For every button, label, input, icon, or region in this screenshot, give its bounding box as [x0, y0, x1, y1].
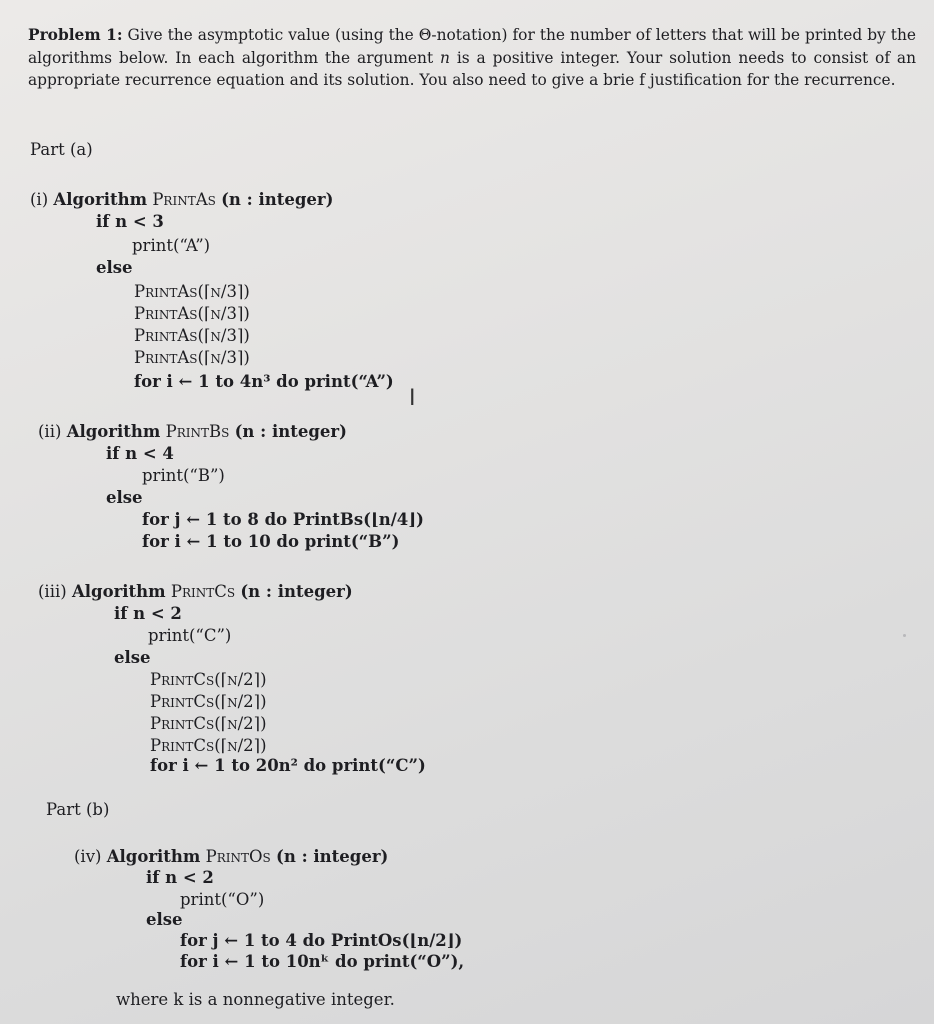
algo-i-print: print(“A”) [132, 236, 211, 255]
algo-iv-loop-1: for j ← 1 to 4 do PrintOs(⌊n/2⌋) [180, 931, 463, 950]
algo-iii-sig: (n : integer) [240, 582, 353, 601]
algorithm-ii-header [38, 422, 347, 441]
algo-iv-print: print(“O”) [180, 890, 265, 909]
algo-iv-name: PrintOs [205, 847, 271, 866]
part-b-heading: Part (b) [46, 800, 110, 819]
problem-label: Problem 1: [28, 26, 123, 44]
algo-i-kw: Algorithm [53, 190, 148, 209]
algo-i-num: (i) [30, 190, 49, 209]
algo-iv-sig: (n : integer) [276, 847, 389, 866]
algo-i-call-1: PrintAs(⌈n/3⌉) [134, 282, 250, 301]
algo-ii-kw: Algorithm [66, 422, 161, 441]
algo-iv-kw: Algorithm [106, 847, 201, 866]
algo-iii-print: print(“C”) [148, 626, 232, 645]
algo-i-call-4: PrintAs(⌈n/3⌉) [134, 348, 250, 367]
algo-i-loop: for i ← 1 to 4n³ do print(“A”) [134, 372, 394, 391]
algo-ii-sig: (n : integer) [234, 422, 347, 441]
algo-iv-else: else [146, 910, 183, 929]
algo-i-if: if n < 3 [96, 212, 164, 231]
algo-iii-name: PrintCs [170, 582, 236, 601]
page-speck [903, 634, 906, 637]
algo-iii-else: else [114, 648, 151, 667]
algorithm-i-header [30, 190, 333, 209]
algo-iii-call-3: PrintCs(⌈n/2⌉) [150, 714, 267, 733]
algo-ii-name: PrintBs [165, 422, 230, 441]
algo-iii-num: (iii) [38, 582, 67, 601]
algorithm-iv-header [74, 847, 388, 866]
algo-i-name: PrintAs [152, 190, 216, 209]
algo-i-sig: (n : integer) [221, 190, 334, 209]
algo-ii-if: if n < 4 [106, 444, 174, 463]
algo-i-else: else [96, 258, 133, 277]
algo-i-call-2: PrintAs(⌈n/3⌉) [134, 304, 250, 323]
algo-iii-kw: Algorithm [71, 582, 166, 601]
algo-ii-loop-1: for j ← 1 to 8 do PrintBs(⌊n/4⌋) [142, 510, 424, 529]
algo-ii-print: print(“B”) [142, 466, 225, 485]
algo-iii-call-4: PrintCs(⌈n/2⌉) [150, 736, 267, 755]
part-a-heading: Part (a) [30, 140, 93, 159]
problem-text-var: n [440, 48, 450, 67]
algo-iii-call-2: PrintCs(⌈n/2⌉) [150, 692, 267, 711]
algo-ii-num: (ii) [38, 422, 62, 441]
algo-iii-loop: for i ← 1 to 20n² do print(“C”) [150, 756, 426, 775]
algo-i-call-3: PrintAs(⌈n/3⌉) [134, 326, 250, 345]
problem-text-1: Give the asymptotic value (using the Θ-notation) for the number of letters that will be printed by the algorithms below. In each algorithm the argument [28, 26, 916, 67]
algo-ii-else: else [106, 488, 143, 507]
footnote-k: where k is a nonnegative integer. [116, 990, 395, 1009]
algo-iii-call-1: PrintCs(⌈n/2⌉) [150, 670, 267, 689]
algo-iv-loop-2: for i ← 1 to 10nᵏ do print(“O”), [180, 952, 465, 971]
algo-ii-loop-2: for i ← 1 to 10 do print(“B”) [142, 532, 400, 551]
algo-iv-if: if n < 2 [146, 868, 214, 887]
text-cursor-icon: I [409, 386, 416, 411]
problem-text-2: is a positive integer. Your solution needs to consist of an appropriate recurrence equation and its solution. You also need to give a brie f justification for the recurrence. [28, 48, 916, 89]
algo-iv-num: (iv) [74, 847, 102, 866]
problem-statement [28, 24, 916, 92]
algo-iii-if: if n < 2 [114, 604, 182, 623]
algorithm-iii-header [38, 582, 353, 601]
